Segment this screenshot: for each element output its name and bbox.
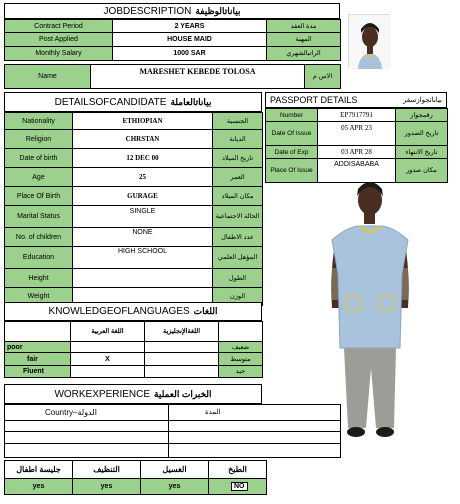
name-label: Name: [5, 65, 91, 89]
candidate-row: [5, 206, 263, 228]
candidate-row: [5, 187, 263, 206]
languages-row: [5, 353, 263, 366]
candidate-row: [5, 168, 263, 187]
candidate-row-value: 25: [73, 168, 213, 187]
candidate-row-label: No. of children: [5, 228, 73, 247]
candidate-row-value: CHRSTAN: [73, 130, 213, 149]
skill-value-washing: yes: [141, 479, 209, 495]
candidate-row-label: Age: [5, 168, 73, 187]
languages-row-label: fair: [5, 353, 71, 366]
candidate-row-value: [73, 269, 213, 288]
languages-row: [5, 366, 263, 378]
skills-header-row: [5, 461, 267, 479]
candidate-row-ar: الطول: [213, 269, 263, 288]
job-row-label: Monthly Salary: [5, 47, 113, 61]
full-body-photo: [318, 178, 416, 440]
candidate-row-value: SINGLE: [73, 206, 213, 228]
experience-cell: [169, 444, 341, 458]
candidate-row-ar: عدد الاطفال: [213, 228, 263, 247]
languages-row-label: Fluent: [5, 366, 71, 378]
candidate-row-label: Weight: [5, 288, 73, 306]
skills-value-row: [5, 479, 267, 495]
languages-title-ar: اللغات: [193, 306, 218, 316]
languages-table: [4, 321, 263, 378]
candidate-row-ar: الجنسية: [213, 113, 263, 130]
languages-title-en: KNOWLEDGEOFLANGUAGES: [48, 306, 190, 317]
passport-row: [266, 146, 448, 159]
passport-row-value: 03 APR 28: [318, 146, 396, 159]
languages-arabic-mark: X: [71, 353, 145, 366]
passport-section-title: [265, 92, 447, 108]
experience-col-country: Country–الدولة: [5, 405, 169, 421]
languages-arabic-mark: [71, 366, 145, 378]
candidate-row-label: Height: [5, 269, 73, 288]
job-table: [4, 19, 341, 61]
job-title-en: JOBDESCRIPTION: [103, 5, 192, 17]
job-row-value: HOUSE MAID: [113, 33, 267, 47]
candidate-row-ar: العمر: [213, 168, 263, 187]
candidate-row-value: GURAGE: [73, 187, 213, 206]
job-row-label: Contract Period: [5, 20, 113, 33]
skills-table: [4, 460, 267, 495]
candidate-row: [5, 247, 263, 269]
job-row-ar: مدة العقد: [267, 20, 341, 33]
passport-row-ar: تاريخ الانتهاء: [396, 146, 448, 159]
experience-title-en: WORKEXPERIENCE: [54, 388, 151, 400]
job-row: [5, 47, 341, 61]
candidate-row-value: 12 DEC 00: [73, 149, 213, 168]
passport-row-ar: تاريخ الصدور: [396, 122, 448, 146]
languages-row-ar: ضعيف: [219, 342, 263, 353]
languages-section-title: [4, 302, 262, 321]
candidate-row-ar: المؤهل العلمي: [213, 247, 263, 269]
job-row: [5, 20, 341, 33]
passport-row: [266, 122, 448, 146]
candidate-row: [5, 228, 263, 247]
experience-section-title: [4, 384, 262, 404]
candidate-row-value: HIGH SCHOOL: [73, 247, 213, 269]
job-row: [5, 33, 341, 47]
passport-row-label: Date Of Issue: [266, 122, 318, 146]
experience-row: [5, 444, 341, 458]
languages-header-row: [5, 322, 263, 342]
languages-row-ar: متوسط: [219, 353, 263, 366]
passport-row-ar: مكان صدور: [396, 159, 448, 183]
skill-value-childcare: yes: [5, 479, 73, 495]
job-row-label: Post Applied: [5, 33, 113, 47]
candidate-row-label: Date of birth: [5, 149, 73, 168]
candidate-table: [4, 112, 263, 306]
candidate-section-title: [4, 92, 262, 112]
skill-header-cooking: الطبخ: [209, 461, 267, 479]
passport-table: [265, 108, 448, 183]
name-table: [4, 64, 341, 89]
languages-english-mark: [145, 366, 219, 378]
languages-col-arabic: اللغة العربية: [71, 322, 145, 342]
name-row: [5, 65, 341, 89]
experience-col-period: المدة: [169, 405, 341, 421]
passport-row-value: EP7917791: [318, 109, 396, 122]
name-value: MARESHET KEBEDE TOLOSA: [91, 65, 305, 89]
skill-value-cooking-box: NO: [231, 482, 248, 491]
candidate-row-label: Place Of Birth: [5, 187, 73, 206]
candidate-title-en: DETAILSOFCANDIDATE: [54, 96, 167, 108]
experience-row: [5, 421, 341, 432]
full-body-figure: [318, 178, 416, 440]
small-photo: [348, 14, 390, 68]
skill-value-cleaning: yes: [73, 479, 141, 495]
passport-row-label: Date of Exp: [266, 146, 318, 159]
candidate-row-label: Marital Status: [5, 206, 73, 228]
languages-header-blank: [5, 322, 71, 342]
skill-header-childcare: جليسة اطفال: [5, 461, 73, 479]
experience-cell: [5, 444, 169, 458]
passport-row-label: Number: [266, 109, 318, 122]
name-ar: الاس م: [305, 65, 341, 89]
passport-row-value: 05 APR 23: [318, 122, 396, 146]
languages-row-label: poor: [5, 342, 71, 353]
passport-row: [266, 109, 448, 122]
experience-cell: [169, 421, 341, 432]
candidate-row-ar: الديانة: [213, 130, 263, 149]
languages-english-mark: [145, 342, 219, 353]
passport-title-en: PASSPORT DETAILS: [270, 95, 358, 105]
candidate-row-ar: الوزن: [213, 288, 263, 306]
languages-arabic-mark: [71, 342, 145, 353]
experience-cell: [169, 432, 341, 444]
candidate-row-ar: تاريخ الميلاد: [213, 149, 263, 168]
job-row-ar: المهنة: [267, 33, 341, 47]
experience-header-row: [5, 405, 341, 421]
candidate-row-ar: الحالة الاجتماعية: [213, 206, 263, 228]
job-row-ar: الراتبالشهري: [267, 47, 341, 61]
candidate-row: [5, 130, 263, 149]
job-row-value: 2 YEARS: [113, 20, 267, 33]
experience-cell: [5, 421, 169, 432]
job-section-title: [4, 3, 340, 19]
languages-row: [5, 342, 263, 353]
job-title-ar: بياناتالوظيفة: [195, 5, 241, 16]
candidate-row-label: Religion: [5, 130, 73, 149]
languages-header-blank-right: [219, 322, 263, 342]
passport-row-label: Place Of Issue: [266, 159, 318, 183]
candidate-row-value: ETHIOPIAN: [73, 113, 213, 130]
candidate-row-label: Education: [5, 247, 73, 269]
languages-english-mark: [145, 353, 219, 366]
candidate-row: [5, 269, 263, 288]
skill-value-cooking: [209, 479, 267, 495]
candidate-row-ar: مكان الميلاد: [213, 187, 263, 206]
candidate-row: [5, 113, 263, 130]
candidate-row-value: NONE: [73, 228, 213, 247]
skill-header-washing: الغسيل: [141, 461, 209, 479]
experience-row: [5, 432, 341, 444]
passport-row-value: ADDISABABA: [318, 159, 396, 183]
experience-title-ar: الخبرات العملية: [154, 388, 212, 399]
languages-row-ar: جيد: [219, 366, 263, 378]
job-row-value: 1000 SAR: [113, 47, 267, 61]
candidate-title-ar: بياناتالعاملة: [170, 96, 212, 107]
passport-title-ar: بياناتجوازسفر: [403, 97, 442, 104]
skill-header-cleaning: التنظيف: [73, 461, 141, 479]
candidate-row-label: Nationality: [5, 113, 73, 130]
experience-cell: [5, 432, 169, 444]
candidate-row: [5, 149, 263, 168]
experience-table: [4, 404, 341, 458]
languages-col-english: اللغةالإنجليزية: [145, 322, 219, 342]
passport-row-ar: رقمجواز: [396, 109, 448, 122]
